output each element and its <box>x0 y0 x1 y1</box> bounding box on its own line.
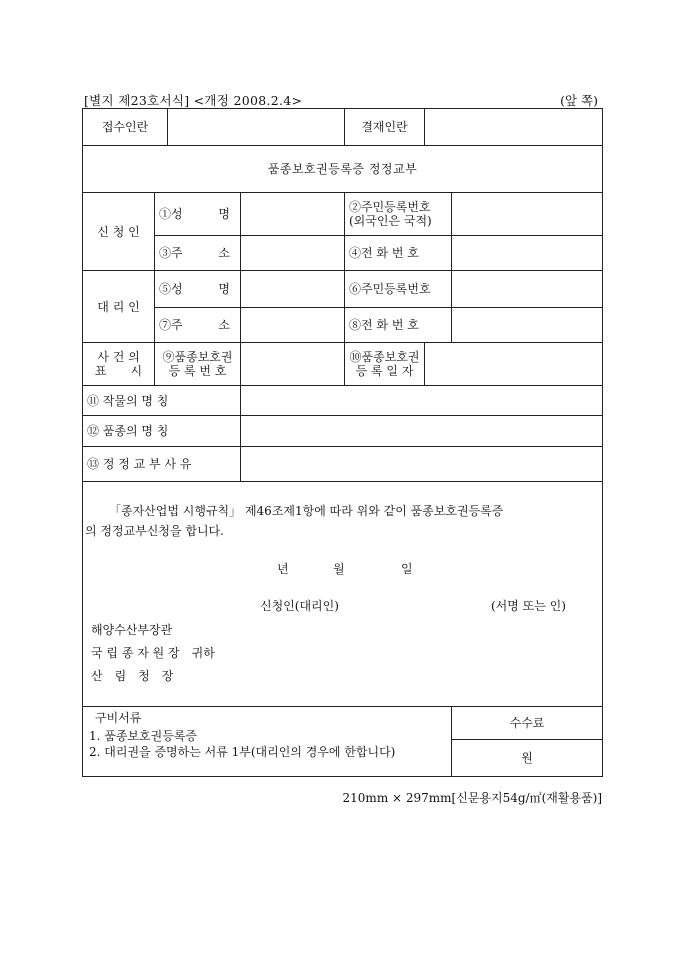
declaration-section <box>83 482 603 707</box>
applicant-address-field[interactable] <box>241 236 345 271</box>
applicant-name-label: ①성 명 <box>155 193 241 236</box>
applicant-phone-label: ④전 화 번 호 <box>345 236 452 271</box>
receipt-label: 접수인란 <box>83 109 168 146</box>
applicant-id-field[interactable] <box>452 193 603 236</box>
agent-label: 대 리 인 <box>83 271 155 343</box>
application-form <box>82 108 603 777</box>
case-reg-number-label: ⑨품종보호권 등 록 번 호 <box>155 343 241 386</box>
approval-label: 결재인란 <box>345 109 425 146</box>
agent-id-field[interactable] <box>452 271 603 308</box>
agent-id-label: ⑥주민등록번호 <box>345 271 452 308</box>
agent-address-label: ⑦주 소 <box>155 308 241 343</box>
case-reg-date-field[interactable] <box>425 343 603 386</box>
applicant-signature-label: 신청인(대리인) <box>260 599 339 613</box>
declaration-line-2: 의 정정교부신청을 합니다. <box>85 524 224 538</box>
page-side-label: (앞 쪽) <box>560 93 598 108</box>
case-reg-number-field[interactable] <box>241 343 345 386</box>
fee-label: 수수료 <box>452 707 603 740</box>
applicant-name-field[interactable] <box>241 193 345 236</box>
variety-name-field[interactable] <box>241 416 603 447</box>
agent-name-label: ⑤성 명 <box>155 271 241 308</box>
case-reg-date-label: ⑩품종보호권 등 록 일 자 <box>345 343 425 386</box>
case-label: 사 건 의 표 시 <box>83 343 155 386</box>
approval-field[interactable] <box>425 109 603 146</box>
addressee-seed-center: 국 립 종 자 원 장 귀하 <box>91 646 215 660</box>
form-number: [별지 제23호서식] <개정 2008.2.4> <box>84 93 303 108</box>
variety-name-label: ⑫ 품종의 명 칭 <box>83 416 241 447</box>
reason-field[interactable] <box>241 447 603 482</box>
crop-name-label: ⑪ 작물의 명 칭 <box>83 386 241 416</box>
receipt-field[interactable] <box>168 109 345 146</box>
date-year: 년 <box>277 562 289 576</box>
applicant-phone-field[interactable] <box>452 236 603 271</box>
applicant-label: 신 청 인 <box>83 193 155 271</box>
addressee-forest-service: 산 림 청 장 <box>91 669 174 683</box>
addressee-ministry: 해양수산부장관 <box>91 623 173 637</box>
applicant-id-label: ②주민등록번호 (외국인은 국적) <box>345 193 452 236</box>
fee-amount: 원 <box>452 740 603 777</box>
paper-spec: 210mm × 297mm[신문용지54g/㎡(재활용품)] <box>342 791 602 805</box>
signature-note: (서명 또는 인) <box>491 599 566 613</box>
required-document-2: 2. 대리권을 증명하는 서류 1부(대리인의 경우에 한합니다) <box>89 745 396 759</box>
required-documents-heading: 구비서류 <box>95 711 142 725</box>
applicant-address-label: ③주 소 <box>155 236 241 271</box>
agent-name-field[interactable] <box>241 271 345 308</box>
date-day: 일 <box>401 562 413 576</box>
date-month: 월 <box>333 562 345 576</box>
required-document-1: 1. 품종보호권등록증 <box>89 729 198 743</box>
declaration-line-1: 「종자산업법 시행규칙」 제46조제1항에 따라 위와 같이 품종보호권등록증 <box>109 504 504 518</box>
agent-phone-field[interactable] <box>452 308 603 343</box>
agent-phone-label: ⑧전 화 번 호 <box>345 308 452 343</box>
required-documents <box>83 707 452 777</box>
agent-address-field[interactable] <box>241 308 345 343</box>
reason-label: ⑬ 정 정 교 부 사 유 <box>83 447 241 482</box>
crop-name-field[interactable] <box>241 386 603 416</box>
form-title: 품종보호권등록증 정정교부 <box>83 146 603 193</box>
